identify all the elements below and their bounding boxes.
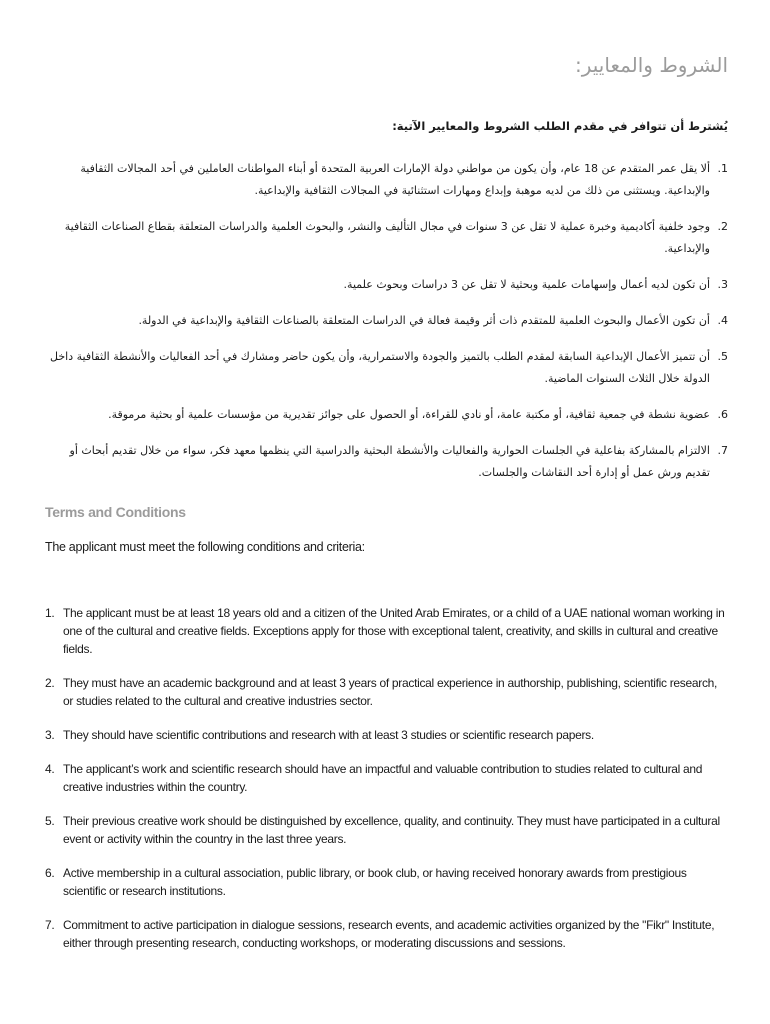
arabic-item-text: أن تكون الأعمال والبحوث العلمية للمتقدم ذات أثر وقيمة فعالة في الدراسات المتعلقة بالصناعات الثقافية والإبداعية في الدولة. [138, 314, 710, 327]
english-item-number: 3. [45, 728, 55, 742]
arabic-item-number: 6. [717, 408, 728, 421]
arabic-item-text: ألا يقل عمر المتقدم عن 18 عام، وأن يكون من مواطني دولة الإمارات العربية المتحدة أو أبناء المواطنات العاملين في أحد المجالات الثقافية والإبداعية. ويستثنى من ذلك من لديه موهبة وإبداع ومهارات استثنائية في المجالات الثقافية والإبداعية. [80, 162, 710, 197]
english-item-number: 1. [45, 606, 55, 620]
english-item-text: The applicant’s work and scientific research should have an impactful and valuable contribution to studies related to cultural and creative industries within the country. [63, 762, 703, 794]
arabic-item-number: 4. [717, 314, 728, 327]
arabic-criteria-item [45, 216, 728, 260]
english-intro: The applicant must meet the following conditions and criteria: [45, 540, 365, 554]
arabic-item-text: الالتزام بالمشاركة بفاعلية في الجلسات الحوارية والفعاليات والأنشطة البحثية والدراسية التي ينظمها معهد فكر، سواء من خلال تقديم أبحاث أو تقديم ورش عمل أو إدارة أحد النقاشات والجلسات. [69, 444, 710, 479]
arabic-criteria-item [45, 310, 728, 332]
english-criteria-item [45, 604, 728, 658]
arabic-criteria-list [45, 158, 728, 484]
arabic-heading: الشروط والمعايير: [574, 53, 728, 77]
arabic-item-number: 7. [717, 444, 728, 457]
arabic-item-text: وجود خلفية أكاديمية وخبرة عملية لا تقل عن 3 سنوات في مجال التأليف والنشر، والبحوث العلمية والدراسات المتعلقة بقطاع الصناعات الثقافية والإبداعية. [64, 220, 710, 255]
english-criteria-item [45, 726, 728, 744]
english-heading: Terms and Conditions [45, 504, 186, 520]
arabic-item-number: 1. [717, 162, 728, 175]
arabic-section [45, 50, 728, 484]
english-criteria-list [45, 604, 728, 952]
arabic-criteria-item [45, 404, 728, 426]
english-item-number: 2. [45, 676, 55, 690]
arabic-criteria-item [45, 346, 728, 390]
arabic-item-text: أن تتميز الأعمال الإبداعية السابقة لمقدم الطلب بالتميز والجودة والاستمرارية، وأن يكون حاضر ومشارك في أحد الفعاليات والأنشطة الثقافية داخل الدولة خلال الثلاث السنوات الماضية. [50, 350, 710, 385]
english-criteria-item [45, 864, 728, 900]
arabic-item-number: 5. [717, 350, 728, 363]
arabic-criteria-item [45, 158, 728, 202]
english-criteria-item [45, 674, 728, 710]
english-section [45, 502, 728, 952]
arabic-criteria-item [45, 274, 728, 296]
english-item-text: Commitment to active participation in dialogue sessions, research events, and academic activities organized by the "Fikr" Institute, either through presenting research, conducting workshops, or moderating discussions and sessions. [63, 918, 715, 950]
arabic-criteria-item [45, 440, 728, 484]
english-item-number: 7. [45, 918, 55, 932]
english-item-number: 6. [45, 866, 55, 880]
english-item-text: Active membership in a cultural association, public library, or book club, or having received honorary awards from prestigious scientific or research institutions. [63, 866, 687, 898]
english-criteria-item [45, 760, 728, 796]
english-item-text: They must have an academic background and at least 3 years of practical experience in authorship, publishing, scientific research, or studies related to the cultural and creative industries sector. [63, 676, 718, 708]
english-item-text: They should have scientific contributions and research with at least 3 studies or scientific research papers. [63, 728, 594, 742]
arabic-item-number: 3. [717, 278, 728, 291]
english-item-number: 5. [45, 814, 55, 828]
english-item-text: The applicant must be at least 18 years old and a citizen of the United Arab Emirates, or a child of a UAE national woman working in one of the cultural and creative fields. Exceptions apply for those with exceptional talent, creativity, and skills in cultural and creative fields. [63, 606, 725, 656]
english-item-text: Their previous creative work should be distinguished by excellence, quality, and continuity. They must have participated in a cultural event or activity within the country in the last three years. [63, 814, 720, 846]
arabic-item-number: 2. [717, 220, 728, 233]
arabic-intro: يُشترط أن تتوافر في مقدم الطلب الشروط والمعايير الآتية: [392, 119, 728, 133]
arabic-item-text: أن تكون لديه أعمال وإسهامات علمية وبحثية لا تقل عن 3 دراسات وبحوث علمية. [343, 278, 710, 291]
english-item-number: 4. [45, 762, 55, 776]
english-criteria-item [45, 812, 728, 848]
english-criteria-item [45, 916, 728, 952]
arabic-item-text: عضوية نشطة في جمعية ثقافية، أو مكتبة عامة، أو نادي للقراءة، أو الحصول على جوائز تقديرية من مؤسسات علمية أو بحثية مرموقة. [108, 408, 710, 421]
